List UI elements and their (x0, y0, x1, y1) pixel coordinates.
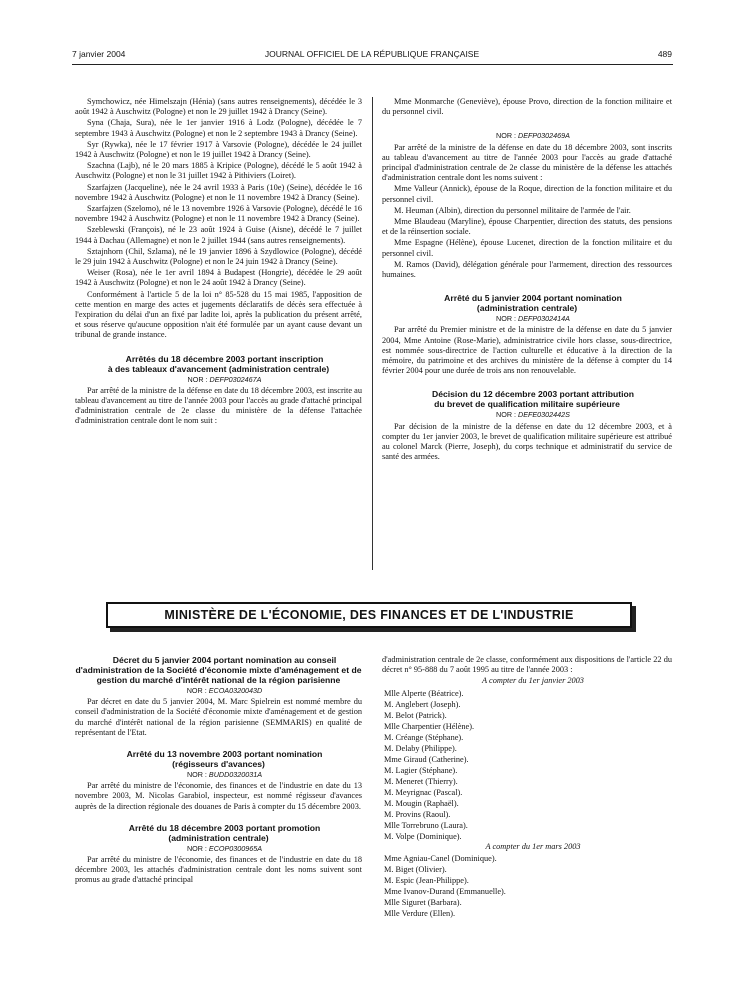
header-rule (72, 64, 673, 65)
paragraph: d'administration centrale de 2e classe, conformément aux dispositions de l'article 22 du décret n° 95-888 du 7 août 1995 au titre de l'année 2003 : (382, 655, 672, 675)
effective-date-subheading: A compter du 1er mars 2003 (485, 841, 581, 851)
paragraph: Syr (Rywka), née le 17 février 1917 à Varsovie (Pologne), décédée le 24 juillet 1942 à Auschwitz (Pologne) et non le 19 juillet 1942 à Drancy (Seine). (75, 139, 362, 160)
left-column-bottom (75, 655, 362, 887)
nor-reference: NOR : DEFE0302442S (496, 410, 570, 420)
list-item: Mme Ivanov-Durand (Emmanuelle). (384, 886, 506, 896)
promotion-list-march (382, 853, 672, 919)
issue-date: 7 janvier 2004 (72, 49, 126, 59)
paragraph: Syna (Chaja, Sura), née le 1er janvier 1916 à Lodz (Pologne), décédée le 7 septembre 1943 à Auschwitz (Pologne) et non le 2 septembre 1943 à Drancy (Seine). (75, 118, 362, 138)
page-header (72, 49, 672, 63)
journal-title: JOURNAL OFFICIEL DE LA RÉPUBLIQUE FRANÇAISE (264, 49, 480, 59)
paragraph: Weiser (Rosa), née le 1er avril 1894 à Budapest (Hongrie), décédée le 29 août 1942 à Auschwitz (Pologne) et non le 24 août 1942 à Drancy (Seine). (75, 268, 362, 288)
paragraph: Par décret en date du 5 janvier 2004, M. Marc Spielrein est nommé membre du conseil d'administration de la Société d'économie mixte d'aménagement et de gestion du marché d'intérêt national de la région parisienne (SEMMARIS) en qualité de représentant de l'Etat. (75, 697, 362, 737)
nor-reference: NOR : DEFP0302469A (496, 131, 570, 141)
list-item: Mlle Alperte (Béatrice). (384, 688, 464, 698)
left-column-top (75, 97, 362, 428)
promotion-list-january (382, 688, 672, 842)
column-divider (372, 97, 373, 570)
paragraph: M. Heuman (Albin), direction du personnel militaire de l'armée de l'air. (394, 205, 631, 215)
list-item: M. Mougin (Raphaël). (384, 798, 459, 808)
nor-reference: NOR : ECOP0300965A (186, 843, 263, 853)
list-item: Mlle Verdure (Ellen). (384, 908, 456, 918)
section-heading: Arrêté du 18 décembre 2003 portant promotion (administration centrale) (128, 822, 321, 843)
paragraph: Szachna (Lajb), né le 20 mars 1885 à Kripice (Pologne), décédé le 5 août 1942 à Auschwitz (Pologne) et non le 31 juillet 1942 à Pithiviers (Loiret). (75, 161, 362, 181)
section-heading: Arrêté du 5 janvier 2004 portant nomination (administration centrale) (444, 293, 622, 314)
paragraph: Szeblewski (François), né le 23 août 1924 à Guise (Aisne), décédé le 7 juillet 1944 à Dachau (Allemagne) et non le 2 juillet 1944 (sans autres renseignements). (75, 225, 362, 245)
right-column-top (382, 97, 672, 463)
paragraph: Par arrêté de la ministre de la défense en date du 18 décembre 2003, est inscrite au tableau d'avancement au titre de l'année 2003 pour l'accès au grade d'attaché principal d'administration centrale de 2e classe du ministère de la défense l'attachée d'administration centrale dont le nom suit : (75, 385, 362, 426)
paragraph: Symchowicz, née Himelszajn (Hénia) (sans autres renseignements), décédée le 3 août 1942 à Auschwitz (Pologne) et non le 29 juillet 1942 à Drancy (Seine). (75, 97, 362, 117)
paragraph: Szarfajzen (Szelomo), né le 13 novembre 1926 à Varsovie (Pologne), décédé le 16 novembre 1942 à Auschwitz (Pologne) et non le 11 novembre 1942 à Drancy (Seine). (75, 204, 362, 224)
list-item: Mme Agniau-Canel (Dominique). (384, 853, 497, 863)
section-heading: Décret du 5 janvier 2004 portant nomination au conseil d'administration de la Société d'économie mixte d'aménagement et de gestion du marché d'intérêt national de la région parisienne (75, 655, 362, 685)
list-item: M. Belot (Patrick). (384, 710, 447, 720)
paragraph: M. Ramos (David), délégation générale pour l'armement, direction des ressources humaines. (382, 259, 672, 280)
nor-reference: NOR : BUDD0320031A (186, 770, 263, 780)
list-item: M. Meyrignac (Pascal). (384, 787, 463, 797)
list-item: M. Anglebert (Joseph). (384, 699, 461, 709)
list-item: M. Biget (Olivier). (384, 864, 447, 874)
list-item: M. Provins (Raoul). (384, 809, 451, 819)
list-item: M. Lagier (Stéphane). (384, 765, 458, 775)
list-item: M. Delaby (Philippe). (384, 743, 457, 753)
page-number: 489 (657, 49, 672, 59)
nor-reference: NOR : DEFP0302414A (496, 314, 570, 324)
section-heading: Arrêté du 13 novembre 2003 portant nomination (régisseurs d'avances) (126, 749, 323, 770)
list-item: Mlle Torrebruno (Laura). (384, 820, 468, 830)
nor-reference: NOR : DEFP0302467A (187, 374, 262, 384)
paragraph: Par arrêté du ministre de l'économie, des finances et de l'industrie en date du 18 décembre 2003, les attachés d'administration centrale dont les noms suivent sont promus au grade d'attaché principal (75, 855, 362, 885)
list-item: M. Volpe (Dominique). (384, 831, 462, 841)
paragraph: Mme Monmarche (Geneviève), épouse Provo, direction de la fonction militaire et du personnel civil. (382, 97, 672, 117)
list-item: Mme Giraud (Catherine). (384, 754, 469, 764)
list-item: Mlle Siguret (Barbara). (384, 897, 462, 907)
paragraph: Sztajnhorn (Chil, Szlama), né le 19 janvier 1896 à Szydlowice (Pologne), décédé le 29 juin 1942 à Auschwitz (Pologne) et non le 24 juin 1942 à Drancy (Seine). (75, 246, 362, 267)
paragraph: Par arrêté du Premier ministre et de la ministre de la défense en date du 5 janvier 2004, Mme Antoine (Rose-Marie), administratrice civile hors classe, sous-directrice, est nommée sous-directrice de l'action culturelle et éducative à la direction de la mémoire, du patrimoine et des archives du ministère de la défense à compter du 14 février 2004 pour une durée de trois ans non renouvelable. (382, 325, 672, 376)
paragraph: Mme Blaudeau (Maryline), épouse Charpentier, direction des statuts, des pensions et de la réinsertion sociale. (382, 217, 672, 237)
effective-date-subheading: A compter du 1er janvier 2003 (482, 676, 584, 686)
right-column-bottom (382, 655, 672, 919)
paragraph: Mme Espagne (Hélène), épouse Lucenet, direction de la fonction militaire et du personnel civil. (382, 238, 672, 258)
list-item: M. Créange (Stéphane). (384, 732, 464, 742)
paragraph: Par décision de la ministre de la défense en date du 12 décembre 2003, et à compter du 1er janvier 2003, le brevet de qualification militaire supérieure est attribué au colonel Marck (Pierre, Joseph), du corps technique et administratif du service de santé des armées. (382, 421, 672, 462)
paragraph: Par arrêté de la ministre de la défense en date du 18 décembre 2003, sont inscrits au tableau d'avancement au titre de l'année 2003 pour l'accès au grade d'attaché principal d'administration centrale de 2e classe du ministère de la défense les attachés d'administration centrale dont les noms suivent : (382, 142, 672, 183)
paragraph: Par arrêté du ministre de l'économie, des finances et de l'industrie en date du 13 novembre 2003, M. Nicolas Garabiol, inspecteur, est nommé régisseur d'avances auprès de la direction régionale des douanes de Paris à compter du 15 décembre 2003. (75, 781, 362, 811)
nor-reference: NOR : ECOA0320043D (186, 686, 263, 695)
paragraph: Szarfajzen (Jacqueline), née le 24 avril 1933 à Paris (10e) (Seine), décédée le 16 novembre 1942 à Auschwitz (Pologne) et non le 11 novembre 1942 à Drancy (Seine). (75, 182, 362, 202)
paragraph: Mme Valleur (Annick), épouse de la Roque, direction de la fonction militaire et du personnel civil. (382, 184, 672, 204)
section-heading: Décision du 12 décembre 2003 portant attribution du brevet de qualification militaire supérieure (432, 389, 634, 410)
ministry-banner: MINISTÈRE DE L'ÉCONOMIE, DES FINANCES ET DE L'INDUSTRIE (106, 602, 632, 628)
paragraph: Conformément à l'article 5 de la loi n° 85-528 du 15 mai 1985, l'apposition de cette mention en marge des actes et jugements déclaratifs de décès sera effectuée à l'expiration du délai d'un an fixé par ladite loi, après la publication du présent arrêté, et sous réserve qu'aucune opposition n'ait été formulée par un ayant cause devant un tribunal de grande instance. (75, 289, 362, 340)
list-item: M. Meneret (Thierry). (384, 776, 458, 786)
list-item: Mlle Charpentier (Hélène). (384, 721, 475, 731)
list-item: M. Espic (Jean-Philippe). (384, 875, 469, 885)
section-heading: Arrêtés du 18 décembre 2003 portant inscription à des tableaux d'avancement (administration centrale) (107, 353, 330, 374)
